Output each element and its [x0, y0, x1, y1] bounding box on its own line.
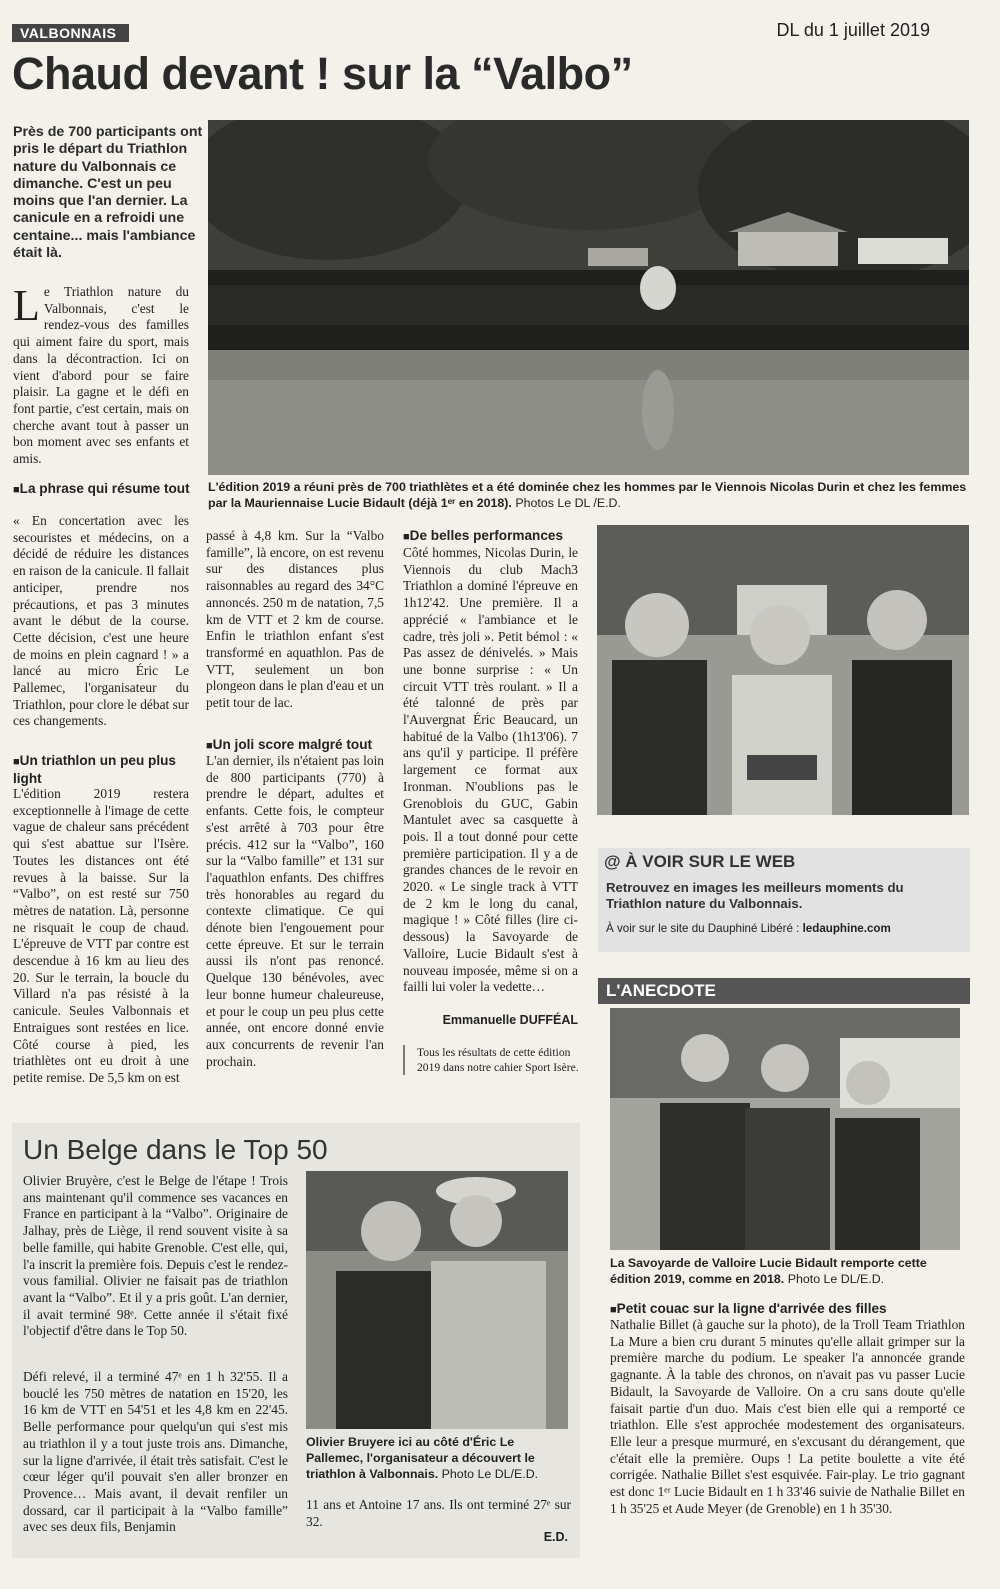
anecdote-caption-credit: Photo Le DL/E.D.: [787, 1272, 885, 1286]
web-link-prefix: À voir sur le site du Dauphiné Libéré :: [606, 922, 803, 935]
belge-caption-credit: Photo Le DL/E.D.: [441, 1467, 539, 1481]
belge-photo: [306, 1171, 568, 1429]
section1-text: « En concertation avec les secouristes et médecins, on a décidé de réduire les distances en raison de la canicule. Il fallait anticiper, prendre nos précautions, et pas 3 minutes avant le début de la course. Cette décision, c'est une heure de moins en plein cagnard ! » a lancé au micro Éric Le Pallemec, l'organisateur du Triathlon, pour clore le débat sur ces changements.: [13, 513, 189, 729]
main-photo-caption: [208, 479, 969, 511]
lead-paragraph: Près de 700 participants ont pris le départ du Triathlon nature du Valbonnais ce dimanche. C'est un peu moins que l'an dernier. La canicule en a refroidi une centaine... mais l'ambiance était là.: [13, 124, 203, 262]
belge-text-2: Défi relevé, il a terminé 47ᵉ en 1 h 32'55. Il a bouclé les 750 mètres de natation en 15'20, les 16 km de VTT en 54'51 et les 4,8 km en 22'45. Belle performance pour quelqu'un qui s'est mis au triathlon il y a tout juste trois ans. Dimanche, sur la ligne d'arrivée, il était très satisfait. C'est le cœur léger qu'il pouvait s'en aller bronzer en Provence… Mais avant, il devait renfiler un dossard, car il participait à la “Valbo famille” avec ses deux fils, Benjamin: [23, 1369, 288, 1535]
web-box: [598, 848, 970, 952]
belge-caption: [306, 1434, 571, 1482]
main-caption-text: L'édition 2019 a réuni près de 700 triathlètes et a été dominée chez les hommes par le Viennois Nicolas Durin et chez les femmes par la Mauriennaise Lucie Bidault (déjà 1ᵉʳ en 2018).: [208, 480, 967, 510]
headline: Chaud devant ! sur la “Valbo”: [12, 48, 633, 99]
belge-signature: E.D.: [543, 1530, 568, 1544]
section4-text: Côté hommes, Nicolas Durin, le Viennois du club Mach3 Triathlon a dominé l'épreuve en 1h12'42. Une première. Il a apprécié « l'ambiance et le cadre, très joli ». Petit bémol : « Pas assez de dénivelés. » Mais une bonne surprise : « Un circuit VTT très roulant. » Il a été talonné de près par l'Auvergnat Éric Beaucard, un habitué de la Valbo (1h13'06). 7 ans qu'il y participe. Il préfère largement ce format aux Ironman. N'oublions pas le Grenoblois du GUC, Gabin Mantulet avec sa casquette à pois. Il a tout donné pour cette première participation. Il y a de grandes chances de le revoir en 2020. « Le single track à VTT de 2 km le long du canal, magique ! » Côté filles (lire ci-dessous) la Savoyarde de Valloire, Lucie Bidault s'est à nouveau imposée, même si on a failli lui voler la vedette…: [403, 545, 578, 995]
section1-title: ■ La phrase qui résume tout: [13, 481, 193, 499]
signature-duffeal: Emmanuelle DUFFÉAL: [442, 1013, 578, 1027]
belge-text: Olivier Bruyère, c'est le Belge de l'étape ! Trois ans maintenant qu'il commence ses vacances en France en participant à la “Valbo”. Originaire de Jalhay, près de Liège, il rend souvent visite à sa belle famille, qui habite Grenoble. C'est elle, qui, l'a inscrit la première fois. Depuis c'est le rendez-vous familial. Olivier ne faisait pas de triathlon avant la “Valbo”. Et il y a pris goût. L'an dernier, il avait terminé 98ᵉ. Cette année il s'était fixé l'objectif d'être dans le Top 50.: [23, 1173, 288, 1339]
women-podium-photo: [610, 1008, 960, 1250]
section3-title: ■ Un joli score malgré tout: [206, 737, 386, 755]
web-box-body: Retrouvez en images les meilleurs moments du Triathlon nature du Valbonnais.: [606, 880, 904, 911]
results-note: Tous les résultats de cette édition 2019 dans notre cahier Sport Isère.: [403, 1045, 595, 1075]
intro-text: e Triathlon nature du Valbonnais, c'est le rendez-vous des familles qui aiment faire du sport, mais dans la décontraction. Ici on vient d'abord pour se faire plaisir. La gagne et le défi en font partie, c'est certain, mais on cherche avant tout à passer un bon moment avec ses enfants et amis.: [13, 284, 189, 467]
anecdote-title: ■ Petit couac sur la ligne d'arrivée des filles: [610, 1301, 970, 1319]
men-podium-image: [597, 525, 969, 815]
section2-text: L'édition 2019 restera exceptionnelle à l'image de cette vague de chaleur sans précédent qui s'est abattue sur l'Isère. Toutes les distances ont été revues à la baisse. Sur la “Valbo”, on est resté sur 750 mètres de natation. Là, personne ne risquait le coup de chaud. L'épreuve de VTT par contre est descendue à 16 km au lieu des 20. Sur le terrain, la boucle du Villard n'a pas résisté à la canicule. Seules Valbonnais et Entraigues sont restées en lice. Côté course à pied, les triathlètes ont eu droit à une petite remise. De 5,5 km on est: [13, 786, 189, 1085]
section-kicker: VALBONNAIS: [12, 24, 129, 42]
belge-caption-text: Olivier Bruyere ici au côté d'Éric Le Pallemec, l'organisateur a découvert le triathlon à Valbonnais.: [306, 1435, 535, 1481]
section2-title: ■ Un triathlon un peu plus light: [13, 753, 193, 787]
main-caption-credit: Photos Le DL /E.D.: [515, 496, 621, 510]
belge-text-3: 11 ans et Antoine 17 ans. Ils ont terminé 27ᵉ sur 32.: [306, 1497, 571, 1529]
web-box-title: @ À VOIR SUR LE WEB: [604, 852, 796, 871]
anecdote-text: Nathalie Billet (à gauche sur la photo), de la Troll Team Triathlon La Mure a bien cru durant 5 minutes qu'elle allait grimper sur la première marche du podium. Le speaker l'a annoncée grande gagnante. À la table des chronos, on n'avait pas vu passer Lucie Bidault, la Savoyarde de Valloire. On a cru sans doute qu'elle faisait partie d'un duo. Mais c'est bien elle qui a remporté ce triathlon. Elle s'est approchée modestement des organisateurs. Elle leur a presque murmuré, en s'excusant du dérangement, que c'était elle la première. Oups ! La petite boulette a vite été corrigée. Nathalie Billet s'est esquivée. Fair-play. Le trio gagnant est donc 1ᵉʳ Lucie Bidault en 1 h 33'46 suivie de Nathalie Billet en 1 h 35'25 et Aude Meyer (de Grenoble) en 1 h 35'30.: [610, 1317, 965, 1516]
women-podium-image: [610, 1008, 960, 1250]
men-podium-photo: [597, 525, 969, 815]
section4-title: ■ De belles performances: [403, 528, 583, 546]
belge-image: [306, 1171, 568, 1429]
lake-start-photo: [208, 120, 969, 475]
section2-continued: passé à 4,8 km. Sur la “Valbo famille”, là encore, on est revenu sur des distances plus raisonnables au regard des 34°C annoncés. 250 m de natation, 7,5 km de VTT et 2 km de course. Enfin le triathlon enfant s'est transformé en aquathlon. Pas de VTT, seulement un bon plongeon dans le plan d'eau et un petit tour de lac.: [206, 528, 384, 711]
dateline: DL du 1 juillet 2019: [776, 20, 930, 40]
drop-cap: L: [13, 281, 40, 330]
section3-text: L'an dernier, ils n'étaient pas loin de 800 participants (770) à prendre le départ, adultes et enfants. Cette fois, le compteur s'est arrêté à 703 pour être précis. 412 sur la “Valbo”, 160 sur la “Valbo famille” et 131 sur l'aquathlon enfants. Des chiffres très honorables au regard du contexte climatique. Ce qui dénote bien l'engouement pour cette épreuve. Et sur le terrain aussi ils n'ont pas renoncé. Quelque 130 bénévoles, avec leur bonne humeur chaleureuse, et pour le coup un peu plus cette année, ont encore donné envie aux concurrents de revenir l'an prochain.: [206, 753, 384, 1069]
web-link-url[interactable]: ledauphine.com: [802, 922, 891, 935]
main-photo: [208, 120, 969, 475]
anecdote-caption-text: La Savoyarde de Valloire Lucie Bidault remporte cette édition 2019, comme en 2018.: [610, 1256, 927, 1286]
belge-title: Un Belge dans le Top 50: [23, 1134, 328, 1165]
anecdote-caption: [610, 1255, 965, 1287]
web-box-link: [598, 916, 970, 941]
intro-paragraph: [13, 281, 189, 468]
anecdote-bar: L'ANECDOTE: [598, 978, 970, 1004]
